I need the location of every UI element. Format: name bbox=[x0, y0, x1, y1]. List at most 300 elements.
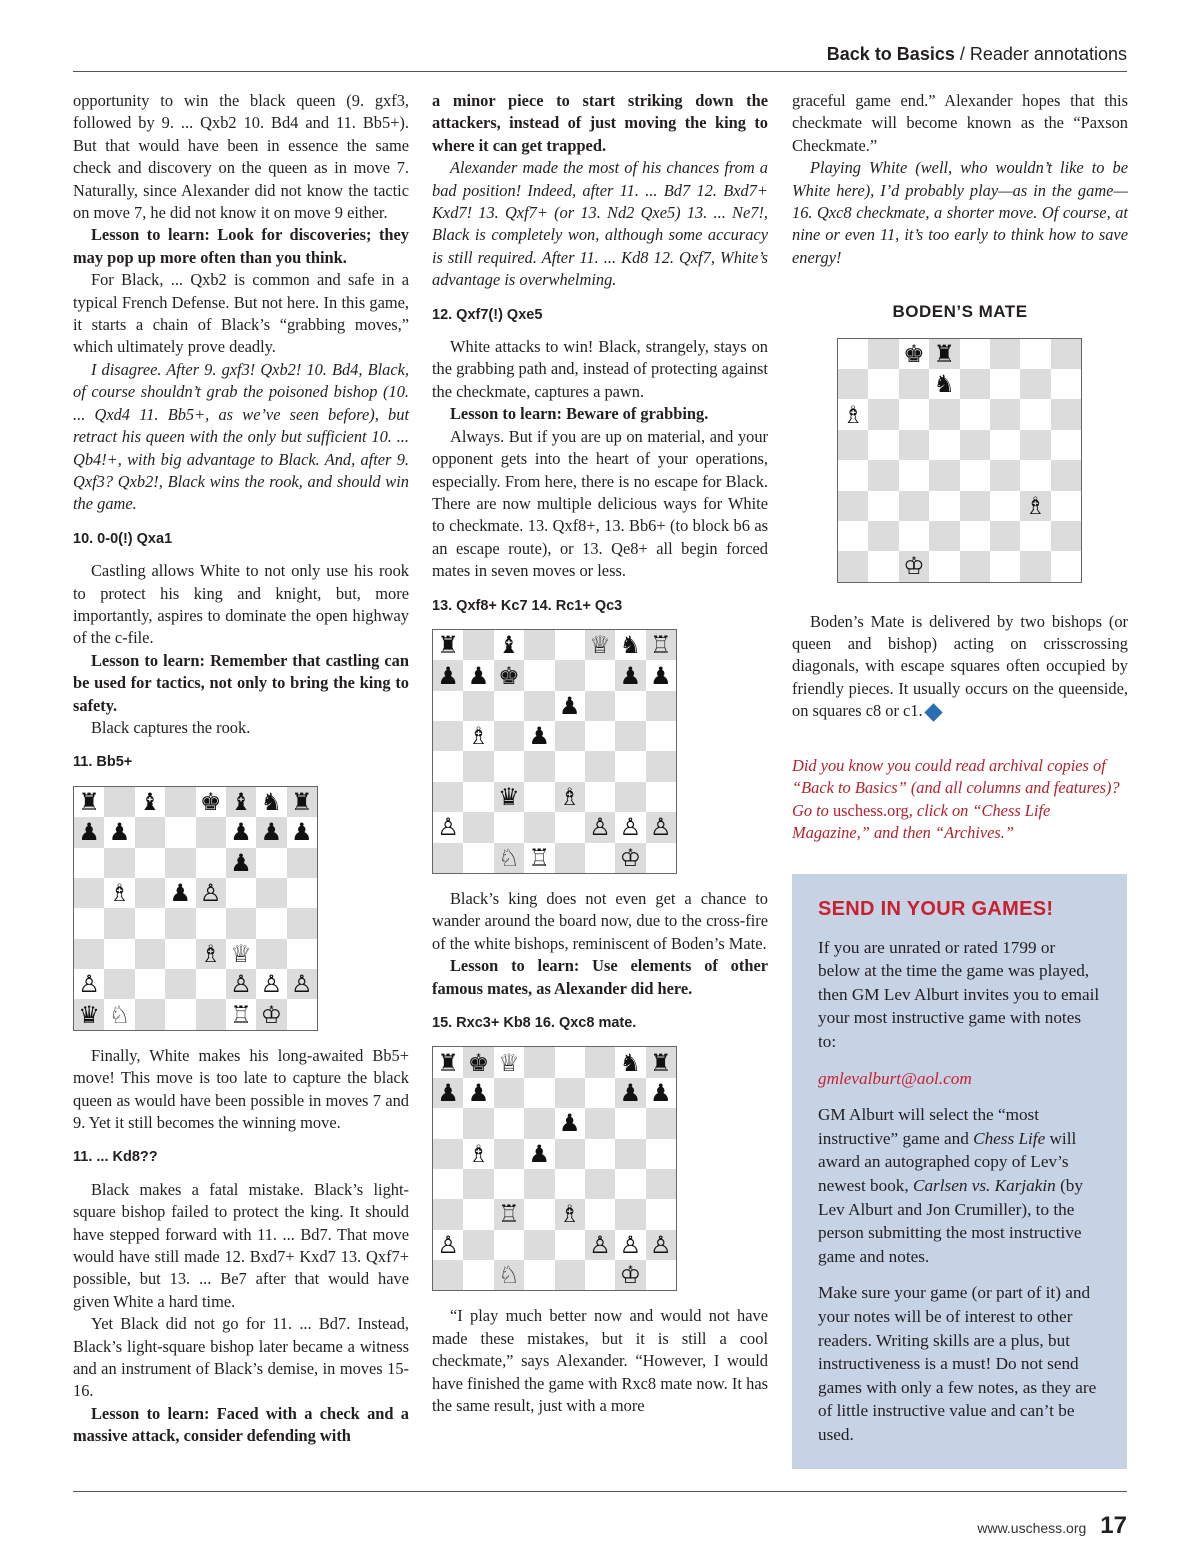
board-square bbox=[463, 721, 493, 751]
board-square bbox=[960, 399, 990, 429]
board-square bbox=[646, 1169, 676, 1199]
board-square bbox=[960, 369, 990, 399]
black-bishop-icon: ♝ bbox=[498, 631, 520, 660]
board-square bbox=[287, 787, 317, 817]
board-square bbox=[615, 691, 645, 721]
board-square bbox=[899, 521, 929, 551]
board-square bbox=[226, 939, 256, 969]
black-king-icon: ♚ bbox=[498, 661, 520, 690]
paragraph: White attacks to win! Black, strangely, stays on the grabbing path and, instead of protecting against the checkmate, captures a pawn. bbox=[432, 337, 768, 401]
black-king-icon: ♚ bbox=[199, 787, 222, 816]
lesson-text: Lesson to learn: Faced with a check and a massive attack, consider defending with bbox=[73, 1403, 409, 1446]
board-square bbox=[646, 1047, 676, 1077]
board-square bbox=[899, 369, 929, 399]
board-square bbox=[74, 878, 104, 908]
board-square bbox=[615, 1169, 645, 1199]
white-knight-icon: ♘ bbox=[498, 843, 520, 872]
board-square bbox=[1020, 551, 1050, 581]
board-square bbox=[929, 369, 959, 399]
board-square bbox=[165, 817, 195, 847]
board-square bbox=[990, 491, 1020, 521]
board-square bbox=[256, 908, 286, 938]
white-pawn-icon: ♙ bbox=[619, 813, 642, 842]
board-square bbox=[1020, 491, 1050, 521]
board-square bbox=[494, 660, 524, 690]
black-knight-icon: ♞ bbox=[619, 631, 642, 660]
board-square bbox=[463, 1078, 493, 1108]
board-square bbox=[135, 969, 165, 999]
board-square bbox=[463, 1139, 493, 1169]
sendbox-paragraph: If you are unrated or rated 1799 or below at the time the game was played, then GM Lev Alburt invites you to email your most instructive game with notes to: bbox=[818, 937, 1100, 1051]
board-square bbox=[256, 969, 286, 999]
board-square bbox=[555, 721, 585, 751]
board-square bbox=[838, 521, 868, 551]
board-square bbox=[433, 1260, 463, 1290]
move-heading: 12. Qxf7(!) Qxe5 bbox=[432, 306, 543, 323]
board-square bbox=[74, 999, 104, 1029]
board-square bbox=[929, 399, 959, 429]
board-square bbox=[960, 339, 990, 369]
board-square bbox=[555, 1260, 585, 1290]
black-pawn-icon: ♟ bbox=[291, 818, 313, 847]
board-square bbox=[929, 521, 959, 551]
black-rook-icon: ♜ bbox=[291, 787, 313, 816]
white-bishop-icon: ♗ bbox=[199, 939, 222, 968]
sendbox-text: will award an autographed copy of Lev’s newest book, bbox=[818, 1128, 1077, 1195]
board-square bbox=[646, 812, 676, 842]
board-square bbox=[524, 1260, 554, 1290]
board-square bbox=[165, 999, 195, 1029]
board-square bbox=[1051, 399, 1081, 429]
board-square bbox=[524, 1199, 554, 1229]
board-square bbox=[135, 817, 165, 847]
board-square bbox=[960, 491, 990, 521]
board-square bbox=[463, 782, 493, 812]
board-square bbox=[929, 430, 959, 460]
white-queen-icon: ♕ bbox=[589, 631, 611, 660]
board-square bbox=[226, 817, 256, 847]
board-square bbox=[463, 1260, 493, 1290]
paragraph: Always. But if you are up on material, and your opponent gets into the heart of your operations, especially. From here, there is no escape for Black. There are now multiple delicious ways for White to checkmate. 13. Qxf8+, 13. Bb6+ (to block b6 as an escape route), or 13. Qe8+ all begin forced mates in seven moves or less. bbox=[432, 426, 768, 581]
board-square bbox=[494, 812, 524, 842]
board-square bbox=[104, 999, 134, 1029]
board-square bbox=[1051, 369, 1081, 399]
board-square bbox=[555, 782, 585, 812]
board-square bbox=[585, 1047, 615, 1077]
board-square bbox=[74, 908, 104, 938]
black-king-icon: ♚ bbox=[903, 339, 925, 368]
board-square bbox=[585, 751, 615, 781]
board-square bbox=[646, 1078, 676, 1108]
board-square bbox=[615, 751, 645, 781]
board-square bbox=[1020, 521, 1050, 551]
board-square bbox=[433, 751, 463, 781]
board-square bbox=[256, 999, 286, 1029]
board-square bbox=[494, 1139, 524, 1169]
black-pawn-icon: ♟ bbox=[558, 691, 581, 720]
board-square bbox=[463, 751, 493, 781]
header-separator: / bbox=[954, 44, 970, 64]
board-square bbox=[494, 1260, 524, 1290]
board-square bbox=[990, 399, 1020, 429]
board-square bbox=[555, 1230, 585, 1260]
board-square bbox=[868, 399, 898, 429]
board-square bbox=[615, 1139, 645, 1169]
chess-diagram-after-11-bb5 bbox=[73, 786, 318, 1031]
board-square bbox=[463, 1230, 493, 1260]
board-square bbox=[494, 1078, 524, 1108]
board-square bbox=[615, 1047, 645, 1077]
email-link[interactable]: gmlevalburt@aol.com bbox=[818, 1068, 972, 1088]
footer-rule bbox=[73, 1491, 1127, 1492]
board-square bbox=[646, 691, 676, 721]
white-king-icon: ♔ bbox=[260, 1000, 283, 1029]
board-square bbox=[899, 339, 929, 369]
annotation-paragraph: Alexander made the most of his chances from a bad position! Indeed, after 11. ... Bd7 12. Bxd7+ Kxd7! 13. Qxf7+ (or 13. Nd2 Qxe5) 13. ... Ne7!, Black is completely won, although some accuracy is still required. After 11. ... Kd8 12. Qxf7, White’s advantage is overwhelming. bbox=[432, 158, 768, 290]
board-square bbox=[524, 782, 554, 812]
board-square bbox=[433, 1078, 463, 1108]
board-square bbox=[585, 843, 615, 873]
board-square bbox=[1020, 430, 1050, 460]
board-square bbox=[226, 969, 256, 999]
white-pawn-icon: ♙ bbox=[199, 879, 222, 908]
board-square bbox=[615, 721, 645, 751]
lesson-text: Lesson to learn: Beware of grabbing. bbox=[450, 404, 709, 424]
board-square bbox=[494, 1169, 524, 1199]
board-square bbox=[104, 848, 134, 878]
board-square bbox=[196, 999, 226, 1029]
board-square bbox=[524, 1108, 554, 1138]
archive-note-text-b: , click on “Chess Life Magazine,” and then “Archives.” bbox=[792, 800, 1051, 842]
move-heading: 11. ... Kd8?? bbox=[73, 1149, 158, 1166]
chess-diagram-after-14-qc3 bbox=[432, 629, 677, 874]
board-square bbox=[196, 969, 226, 999]
white-pawn-icon: ♙ bbox=[230, 970, 252, 999]
board-square bbox=[868, 430, 898, 460]
black-pawn-icon: ♟ bbox=[619, 1078, 642, 1107]
board-square bbox=[165, 848, 195, 878]
paragraph: Finally, White makes his long-awaited Bb5+ move! This move is too late to capture the black queen as would have been possible in moves 7 and 9. Yet it still becomes the winning move. bbox=[73, 1045, 409, 1132]
board-square bbox=[287, 878, 317, 908]
board-square bbox=[256, 817, 286, 847]
board-square bbox=[960, 460, 990, 490]
board-square bbox=[990, 551, 1020, 581]
white-king-icon: ♔ bbox=[619, 843, 642, 872]
board-square bbox=[135, 908, 165, 938]
board-square bbox=[615, 1260, 645, 1290]
board-square bbox=[165, 878, 195, 908]
white-bishop-icon: ♗ bbox=[467, 722, 490, 751]
paragraph: “I play much better now and would not have made these mistakes, but it is still a cool checkmate,” says Alexander. “However, I would have finished the game with Rxc8 mate now. It has the same result, just with a more bbox=[432, 1306, 768, 1415]
board-square bbox=[196, 817, 226, 847]
board-square bbox=[646, 782, 676, 812]
board-square bbox=[555, 1078, 585, 1108]
board-square bbox=[494, 630, 524, 660]
white-bishop-icon: ♗ bbox=[558, 1200, 581, 1229]
board-square bbox=[615, 1230, 645, 1260]
end-of-article-icon bbox=[924, 703, 942, 721]
board-square bbox=[226, 908, 256, 938]
black-rook-icon: ♜ bbox=[437, 1048, 459, 1077]
paragraph: For Black, ... Qxb2 is common and safe in a typical French Defense. But not here. In this game, it starts a chain of Black’s “grabbing moves,” which ultimately prove deadly. bbox=[73, 270, 409, 357]
board-square bbox=[646, 751, 676, 781]
board-square bbox=[585, 721, 615, 751]
board-square bbox=[899, 491, 929, 521]
bodens-mate-heading: BODEN’S MATE bbox=[892, 302, 1028, 322]
black-pawn-icon: ♟ bbox=[260, 818, 283, 847]
board-square bbox=[433, 691, 463, 721]
board-square bbox=[615, 1199, 645, 1229]
board-square bbox=[524, 751, 554, 781]
board-square bbox=[555, 630, 585, 660]
send-in-games-box bbox=[792, 874, 1127, 1469]
black-pawn-icon: ♟ bbox=[108, 818, 131, 847]
board-square bbox=[494, 691, 524, 721]
board-square bbox=[929, 339, 959, 369]
black-rook-icon: ♜ bbox=[933, 339, 956, 368]
white-bishop-icon: ♗ bbox=[558, 783, 581, 811]
black-bishop-icon: ♝ bbox=[230, 787, 252, 816]
board-square bbox=[555, 691, 585, 721]
board-square bbox=[615, 1078, 645, 1108]
white-bishop-icon: ♗ bbox=[1024, 491, 1047, 520]
board-square bbox=[868, 369, 898, 399]
board-square bbox=[165, 787, 195, 817]
black-pawn-icon: ♟ bbox=[650, 661, 672, 690]
archive-link[interactable]: uschess.org bbox=[832, 800, 909, 820]
black-rook-icon: ♜ bbox=[78, 787, 100, 816]
board-square bbox=[196, 878, 226, 908]
board-square bbox=[868, 491, 898, 521]
paragraph: Black captures the rook. bbox=[91, 717, 251, 737]
board-square bbox=[74, 848, 104, 878]
paragraph bbox=[792, 611, 1128, 723]
column-1 bbox=[73, 90, 409, 1448]
board-square bbox=[990, 460, 1020, 490]
board-square bbox=[990, 521, 1020, 551]
board-square bbox=[960, 430, 990, 460]
board-square bbox=[585, 691, 615, 721]
black-pawn-icon: ♟ bbox=[437, 1078, 459, 1107]
sendbox-paragraph bbox=[818, 1103, 1101, 1268]
board-square bbox=[463, 660, 493, 690]
board-square bbox=[868, 551, 898, 581]
board-square bbox=[287, 817, 317, 847]
archive-note bbox=[792, 755, 1128, 845]
black-pawn-icon: ♟ bbox=[437, 661, 459, 690]
paragraph: graceful game end.” Alexander hopes that this checkmate will become known as the “Paxson Checkmate.” bbox=[792, 91, 1128, 155]
black-king-icon: ♚ bbox=[467, 1048, 490, 1077]
white-bishop-icon: ♗ bbox=[842, 400, 864, 429]
board-square bbox=[196, 787, 226, 817]
white-rook-icon: ♖ bbox=[650, 631, 672, 660]
board-square bbox=[585, 1078, 615, 1108]
board-square bbox=[838, 491, 868, 521]
board-square bbox=[899, 460, 929, 490]
white-pawn-icon: ♙ bbox=[650, 813, 672, 842]
header-subsection: Reader annotations bbox=[969, 44, 1127, 64]
board-square bbox=[1020, 460, 1050, 490]
board-square bbox=[524, 721, 554, 751]
board-square bbox=[646, 1199, 676, 1229]
board-square bbox=[1051, 460, 1081, 490]
board-square bbox=[615, 812, 645, 842]
board-square bbox=[838, 399, 868, 429]
board-square bbox=[585, 782, 615, 812]
lesson-text: a minor piece to start striking down the attackers, instead of just moving the king to where it can get trapped. bbox=[432, 91, 768, 155]
white-pawn-icon: ♙ bbox=[78, 970, 100, 999]
annotation-paragraph: I disagree. After 9. gxf3! Qxb2! 10. Bd4, Black, of course shouldn’t grab the poisoned bishop (10. ... Qxd4 11. Bb5+, as we’ve seen before), but retract his queen with the only but sufficient 10. ... Qb4!+, with big advantage to Black. And, after 9. Qxf3? Qxb2!, Black wins the rook, and should win the game. bbox=[73, 359, 409, 514]
lesson-text: Lesson to learn: Use elements of other famous mates, as Alexander did here. bbox=[432, 956, 768, 998]
board-square bbox=[524, 812, 554, 842]
board-square bbox=[463, 843, 493, 873]
board-square bbox=[1051, 430, 1081, 460]
white-pawn-icon: ♙ bbox=[589, 1230, 611, 1259]
board-square bbox=[196, 848, 226, 878]
white-rook-icon: ♖ bbox=[230, 1000, 252, 1029]
white-pawn-icon: ♙ bbox=[291, 970, 313, 999]
board-square bbox=[555, 751, 585, 781]
white-knight-icon: ♘ bbox=[108, 1000, 131, 1029]
board-square bbox=[585, 1230, 615, 1260]
board-square bbox=[463, 1047, 493, 1077]
chess-diagram-bodens-mate bbox=[837, 338, 1082, 583]
board-square bbox=[256, 878, 286, 908]
board-square bbox=[899, 551, 929, 581]
paragraph: Black’s king does not even get a chance to wander around the board now, due to the cross-fire of the white bishops, reminiscent of Boden’s Mate. bbox=[432, 888, 768, 953]
board-square bbox=[494, 721, 524, 751]
magazine-title: Chess Life bbox=[973, 1128, 1046, 1148]
board-square bbox=[433, 1047, 463, 1077]
board-square bbox=[615, 660, 645, 690]
annotation-paragraph: Playing White (well, who wouldn’t like to be White here), I’d probably play—as in the game—16. Qxc8 checkmate, a shorter move. Of course, at nine or even 11, it’s too early to think how to save energy! bbox=[792, 158, 1128, 267]
black-knight-icon: ♞ bbox=[619, 1048, 642, 1077]
white-pawn-icon: ♙ bbox=[437, 813, 459, 842]
black-queen-icon: ♛ bbox=[78, 1000, 100, 1029]
board-square bbox=[646, 1230, 676, 1260]
black-pawn-icon: ♟ bbox=[230, 848, 252, 877]
move-heading: 10. 0-0(!) Qxa1 bbox=[73, 530, 173, 547]
black-knight-icon: ♞ bbox=[260, 787, 283, 816]
board-square bbox=[1051, 339, 1081, 369]
archive-note-text-a: Did you know you could read archival copies of “Back to Basics” (and all columns and features)? Go to bbox=[792, 755, 1120, 820]
board-square bbox=[433, 1169, 463, 1199]
board-square bbox=[524, 1169, 554, 1199]
black-pawn-icon: ♟ bbox=[619, 661, 642, 690]
board-square bbox=[585, 630, 615, 660]
board-square bbox=[646, 630, 676, 660]
board-square bbox=[1051, 551, 1081, 581]
black-pawn-icon: ♟ bbox=[467, 1078, 490, 1107]
board-square bbox=[135, 878, 165, 908]
board-square bbox=[433, 721, 463, 751]
sendbox-text: GM Alburt will select the “most instructive” game and bbox=[818, 1105, 1040, 1148]
running-header bbox=[73, 44, 1127, 72]
sendbox-paragraph: Make sure your game (or part of it) and your notes will be of interest to other readers. Writing skills are a plus, but instructiveness is a must! Do not send games with only a few notes, as they are of little instructive value and can’t be used. bbox=[818, 1283, 1097, 1444]
board-square bbox=[524, 660, 554, 690]
board-square bbox=[494, 843, 524, 873]
board-square bbox=[524, 630, 554, 660]
black-knight-icon: ♞ bbox=[933, 370, 956, 399]
board-square bbox=[226, 787, 256, 817]
board-square bbox=[646, 660, 676, 690]
board-square bbox=[555, 1047, 585, 1077]
board-square bbox=[585, 1108, 615, 1138]
board-square bbox=[524, 691, 554, 721]
board-square bbox=[104, 939, 134, 969]
board-square bbox=[433, 660, 463, 690]
board-square bbox=[463, 1108, 493, 1138]
board-square bbox=[135, 848, 165, 878]
board-square bbox=[555, 1108, 585, 1138]
board-square bbox=[646, 1108, 676, 1138]
board-square bbox=[494, 1230, 524, 1260]
board-square bbox=[494, 1108, 524, 1138]
board-square bbox=[555, 1169, 585, 1199]
board-square bbox=[256, 939, 286, 969]
move-heading: 11. Bb5+ bbox=[73, 754, 133, 771]
board-square bbox=[165, 908, 195, 938]
board-square bbox=[494, 1047, 524, 1077]
board-square bbox=[524, 1047, 554, 1077]
board-square bbox=[463, 1199, 493, 1229]
board-square bbox=[929, 460, 959, 490]
send-in-games-title: SEND IN YOUR GAMES! bbox=[818, 898, 1054, 920]
board-square bbox=[256, 787, 286, 817]
board-square bbox=[463, 812, 493, 842]
board-square bbox=[838, 551, 868, 581]
move-heading: 13. Qxf8+ Kc7 14. Rc1+ Qc3 bbox=[432, 597, 623, 614]
board-square bbox=[929, 491, 959, 521]
board-square bbox=[868, 339, 898, 369]
board-square bbox=[135, 939, 165, 969]
header-section: Back to Basics bbox=[826, 44, 955, 64]
lesson-text: Lesson to learn: Look for discoveries; they may pop up more often than you think. bbox=[73, 225, 409, 267]
board-square bbox=[74, 969, 104, 999]
board-square bbox=[615, 1108, 645, 1138]
board-square bbox=[555, 1199, 585, 1229]
board-square bbox=[585, 660, 615, 690]
white-pawn-icon: ♙ bbox=[260, 970, 283, 999]
board-square bbox=[1051, 491, 1081, 521]
white-rook-icon: ♖ bbox=[498, 1200, 520, 1229]
black-bishop-icon: ♝ bbox=[139, 787, 161, 816]
board-square bbox=[104, 878, 134, 908]
board-square bbox=[615, 782, 645, 812]
black-pawn-icon: ♟ bbox=[650, 1078, 672, 1107]
board-square bbox=[104, 787, 134, 817]
board-square bbox=[899, 430, 929, 460]
black-pawn-icon: ♟ bbox=[78, 818, 100, 847]
board-square bbox=[256, 848, 286, 878]
board-square bbox=[838, 369, 868, 399]
board-square bbox=[838, 460, 868, 490]
board-square bbox=[838, 339, 868, 369]
paragraph: Black makes a fatal mistake. Black’s light-square bishop failed to protect the king. It should have stepped forward with 11. ... Bd7. That move would have still made 12. Bxd7+ Kxd7 13. Qxf7+ possible, but 13. ... Be7 after that would have given White a hard time. bbox=[73, 1179, 409, 1311]
board-square bbox=[433, 782, 463, 812]
black-pawn-icon: ♟ bbox=[528, 722, 551, 751]
board-square bbox=[990, 339, 1020, 369]
board-square bbox=[104, 817, 134, 847]
book-title: Carlsen vs. Karjakin bbox=[913, 1175, 1056, 1195]
footer-url[interactable]: www.uschess.org bbox=[977, 1520, 1087, 1536]
board-square bbox=[104, 969, 134, 999]
board-square bbox=[555, 812, 585, 842]
board-square bbox=[868, 460, 898, 490]
move-heading: 15. Rxc3+ Kb8 16. Qxc8 mate. bbox=[432, 1014, 637, 1031]
white-king-icon: ♔ bbox=[903, 552, 925, 581]
board-square bbox=[555, 843, 585, 873]
